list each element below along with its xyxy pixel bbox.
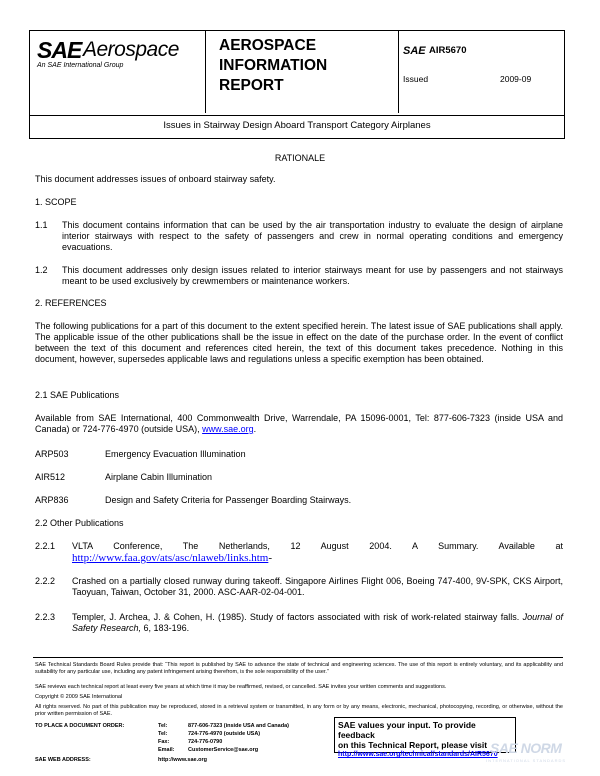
web-address[interactable]: http://www.sae.org bbox=[158, 757, 207, 763]
scope-paragraph: This document contains information that can be used by the air transportation industry to evaluate the design of airplane interior stairways with respect to the safety of passengers and crew in normal operating conditions and emergency evacuations. bbox=[62, 220, 563, 252]
reference-title: Design and Safety Criteria for Passenger Boarding Stairways. bbox=[105, 495, 352, 505]
sae-mark: SAE bbox=[403, 45, 426, 57]
tel-inside-usa: 877-606-7323 (inside USA and Canada) bbox=[188, 723, 289, 729]
document-header bbox=[29, 30, 565, 116]
email-address[interactable]: CustomerService@sae.org bbox=[188, 747, 259, 753]
scope-paragraph: This document addresses only design issues related to interior stairways meant for use by passengers and not stairways meant to be used exclusively by crewmembers or maintenance workers. bbox=[62, 265, 563, 286]
section-number: 1.2 bbox=[35, 265, 48, 275]
footer-divider bbox=[33, 657, 563, 658]
section-number: 2.2.1 bbox=[35, 541, 56, 551]
rationale-heading: RATIONALE bbox=[274, 153, 326, 163]
reference-title: Airplane Cabin Illumination bbox=[105, 472, 213, 482]
web-label: SAE WEB ADDRESS: bbox=[35, 757, 91, 763]
email-label: Email: bbox=[158, 747, 175, 753]
references-heading: 2. REFERENCES bbox=[35, 298, 107, 308]
footer-copyright: Copyright © 2009 SAE International bbox=[35, 694, 123, 700]
feedback-box: SAE values your input. To provide feedback on this Technical Report, please visit http://www.sae.org/technical/standards/AIR5670 bbox=[334, 717, 516, 753]
rationale-text: This document addresses issues of onboard stairway safety. bbox=[35, 174, 276, 184]
aerospace-logo-text: Aerospace bbox=[83, 38, 179, 61]
references-intro: The following publications for a part of this document to the extent specified herein. The latest issue of SAE publications shall apply. The applicable issue of the other publications shall be the issue in effect on the date of the purchase order. In the event of conflict between the text of this document and references cited herein, the text of this document takes precedence. Nothing in this document, however, supersedes applicable laws and regulations unless a specific exemption has been obtained. bbox=[35, 321, 563, 364]
report-type-title: AEROSPACE INFORMATION REPORT bbox=[219, 37, 328, 94]
fax-number: 724-776-0790 bbox=[188, 739, 223, 745]
feedback-link[interactable]: http://www.sae.org/technical/standards/AIR5670 bbox=[338, 751, 498, 758]
doc-info-cell bbox=[399, 31, 564, 113]
other-publication-text: Crashed on a partially closed runway during takeoff. Singapore Airlines Flight 006, Boeing 747-400, 9V-SPK, CKS Airport, Taoyuan, Taiwan, October 31, 2000. ASC-AAR-02-04-001. bbox=[72, 576, 563, 597]
document-subject: Issues in Stairway Design Aboard Transport Category Airplanes bbox=[29, 114, 565, 139]
logo-cell bbox=[30, 31, 206, 113]
reference-title: Emergency Evacuation Illumination bbox=[105, 449, 246, 459]
tel-label: Tel: bbox=[158, 723, 168, 729]
sae-publications-heading: 2.1 SAE Publications bbox=[35, 390, 120, 400]
sae-website-link[interactable]: www.sae.org bbox=[202, 424, 254, 434]
other-publication-text: Templer, J. Archea, J. & Cohen, H. (1985). Study of factors associated with risk of work-related stairway falls. Journal of Safety Research, 6, 183-196. bbox=[72, 612, 563, 633]
tel-label: Tel: bbox=[158, 731, 168, 737]
reference-id: ARP503 bbox=[35, 449, 69, 459]
order-label: TO PLACE A DOCUMENT ORDER: bbox=[35, 723, 125, 729]
section-number: 1.1 bbox=[35, 220, 48, 230]
tel-outside-usa: 724-776-4970 (outside USA) bbox=[188, 731, 261, 737]
footer-review-text: SAE reviews each technical report at least every five years at which time it may be reaffirmed, revised, or cancelled. SAE invites your written comments and suggestions. bbox=[35, 684, 447, 690]
logo-subtitle: An SAE International Group bbox=[37, 62, 124, 69]
reference-id: AIR512 bbox=[35, 472, 66, 482]
footer-rights-text: All rights reserved. No part of this publication may be reproduced, stored in a retrieval system or transmitted, in any form or by any means, electronic, mechanical, photocopying, recording, or otherwise, without the prior written permission of SAE. bbox=[35, 704, 563, 717]
title-cell bbox=[206, 31, 399, 113]
sae-norm-watermark: SAE NORM bbox=[490, 740, 562, 756]
faa-link-line: http://www.faa.gov/ats/asc/nlaweb/links.htm- bbox=[72, 552, 273, 564]
issued-label: Issued bbox=[403, 74, 429, 84]
availability-paragraph: Available from SAE International, 400 Commonwealth Drive, Warrendale, PA 15096-0001, Tel: 877-606-7323 (inside USA and Canada) or 724-776-4970 (outside USA), www.sae.org. bbox=[35, 413, 563, 434]
other-publication-text: VLTA Conference, The Netherlands, 12 August 2004. A Summary. Available at bbox=[72, 541, 563, 551]
section-number: 2.2.3 bbox=[35, 612, 56, 622]
fax-label: Fax: bbox=[158, 739, 170, 745]
reference-id: ARP836 bbox=[35, 495, 69, 505]
footer-rules-text: SAE Technical Standards Board Rules provide that: “This report is published by SAE to advance the state of technical and engineering sciences. The use of this report is entirely voluntary, and its applicability and suitability for any particular use, including any patent infringement arising therefrom, is the sole responsibility of the user.” bbox=[35, 662, 563, 675]
sae-logo: SAE bbox=[37, 37, 82, 63]
watermark-subtitle: INTERNATIONAL STANDARDS bbox=[486, 758, 567, 763]
other-publications-heading: 2.2 Other Publications bbox=[35, 518, 124, 528]
faa-link[interactable]: http://www.faa.gov/ats/asc/nlaweb/links.htm bbox=[72, 552, 269, 564]
section-number: 2.2.2 bbox=[35, 576, 56, 586]
scope-heading: 1. SCOPE bbox=[35, 197, 77, 207]
issued-date: 2009-09 bbox=[500, 74, 532, 84]
document-number: AIR5670 bbox=[429, 45, 467, 56]
